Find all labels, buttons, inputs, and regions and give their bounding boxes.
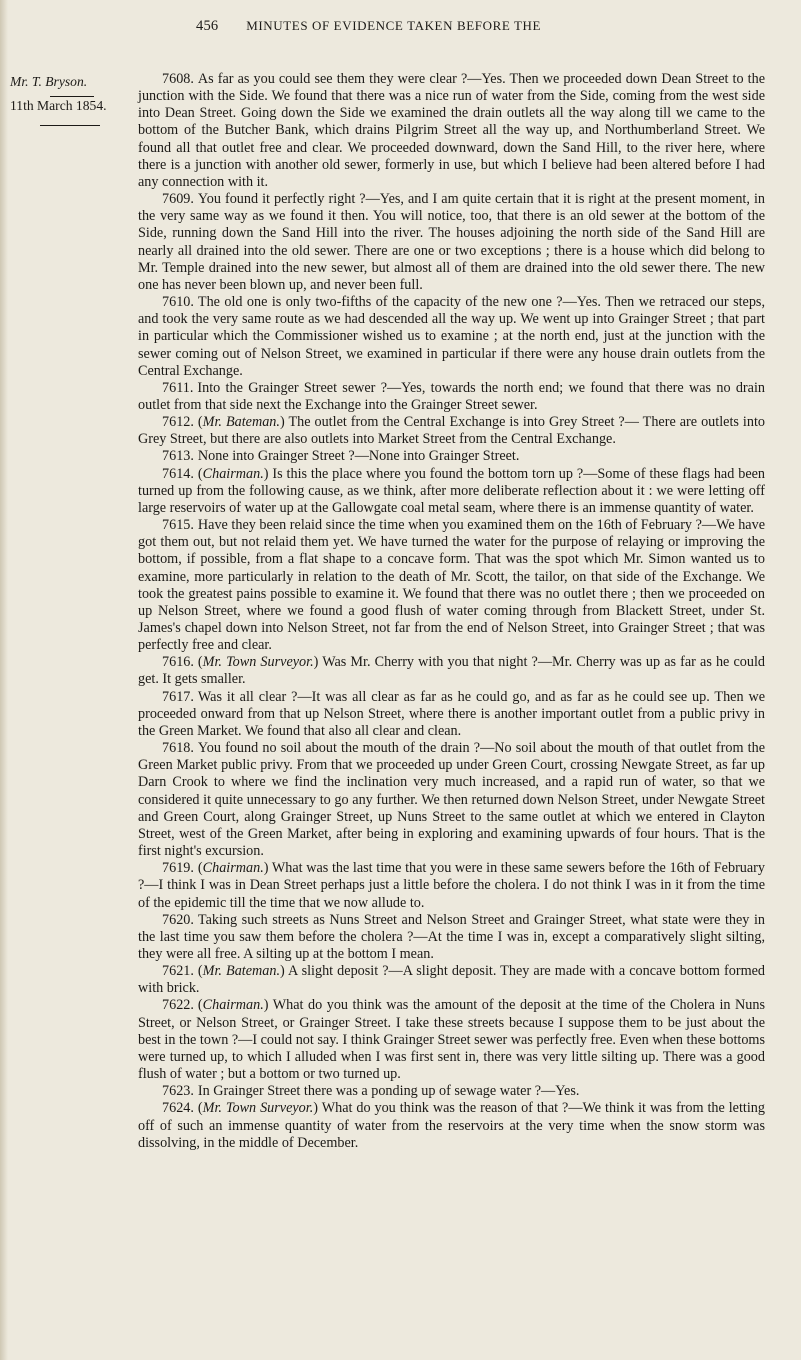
- question-number: 7616.: [162, 654, 194, 671]
- running-title: MINUTES OF EVIDENCE TAKEN BEFORE THE: [246, 18, 542, 33]
- question-paragraph: [138, 414, 765, 448]
- speaker: (Chairman.): [197, 997, 269, 1014]
- speaker: (Mr. Bateman.): [197, 414, 285, 431]
- question-number: 7608.: [162, 71, 194, 87]
- page-header: [196, 18, 756, 35]
- question-paragraph: [138, 294, 765, 380]
- speaker: (Mr. Town Surveyor.): [197, 1100, 319, 1117]
- question-number: 7622.: [162, 997, 194, 1014]
- speaker: (Mr. Bateman.): [197, 963, 285, 980]
- question-text: Was Mr. Cherry with you that night ?—Mr. Cherry was up as far as he could get. It gets smaller.: [138, 654, 765, 688]
- question-text: Have they been relaid since the time when you examined them on the 16th of February ?—We have got them out, but not relaid them yet. We have turned the water for the purpose of relaying or improving the bottom, if possible, from a flat shape to a concave form. That was the spot which Mr. Simon wanted us to examine, more particularly in relation to the death of Mr. Scott, the tailor, on that side of the Exchange. We took the greatest pains possible to examine it. We found that there was no outlet there ; then we proceeded on up Nelson Street, where we found a good flush of water coming through from Blackett Street, under St. James's chapel down into Nelson Street, not far from the end of Nelson Street, into Grainger Street ; that was perfectly free and clear.: [138, 517, 765, 654]
- question-paragraph: [138, 380, 765, 414]
- question-paragraph: [138, 860, 765, 911]
- question-text: You found no soil about the mouth of the drain ?—No soil about the mouth of that outlet from the Green Market public privy. From that we proceeded up under Green Court, crossing Newgate Street, as far up Darn Crook to where we find the inclination very much increased, and a rapid run of water, so that we considered it quite unnecessary to go any further. We then returned down Nelson Street, under Newgate Street and Green Court, along Grainger Street, up Nuns Street to the same outlet at which we entered in Clayton Street, west of the Green Market, after being in exploring and examining upwards of four hours. That is the first night's excursion.: [138, 740, 765, 860]
- question-number: 7609.: [162, 191, 194, 208]
- question-paragraph: [138, 517, 765, 654]
- question-number: 7619.: [162, 860, 194, 877]
- margin-rule-lower: [40, 125, 100, 126]
- hearing-date: 11th March 1854.: [10, 98, 107, 113]
- minutes-body: [138, 71, 765, 1152]
- question-number: 7615.: [162, 517, 194, 534]
- question-text: Into the Grainger Street sewer ?—Yes, towards the north end; we found that there was no drain outlet from that side next the Exchange into the Grainger Street sewer.: [138, 379, 765, 413]
- witness-name: Mr. T. Bryson.: [10, 74, 88, 89]
- question-paragraph: [138, 740, 765, 860]
- question-paragraph: [138, 963, 765, 997]
- question-paragraph: [138, 654, 765, 688]
- question-text: What do you think was the reason of that ?—We think it was from the letting off of such an immense quantity of water from the reservoirs at the very time when the snow storm was dissolving, in the middle of December.: [138, 1100, 765, 1151]
- question-number: 7611.: [162, 379, 194, 396]
- question-text: The old one is only two-fifths of the capacity of the new one ?—Yes. Then we retraced our steps, and took the very same route as we had descended all the way up. We went up into Grainger Street ; that part in particular which the Commissioner wished us to examine ; at the north end, just at the junction with the sewer coming out of Nelson Street, we examined in particular if there were any house drain outlets from the Central Exchange.: [138, 294, 765, 379]
- question-text: As far as you could see them they were clear ?—Yes. Then we proceeded down Dean Street to the junction with the Side. We found that there was a nice run of water from the Side, coming from the west side into Dean Street. Going down the Side we examined the drain outlets all the way along till we came to the bottom of the Butcher Bank, which drains Pilgrim Street all the way up, and Northumberland Street. We found all that outlet free and clear. We proceeded downward, down the Sand Hill, to the river here, where there is a junction with another old sewer, formerly in use, but which I believe had been altered before I had any connection with it.: [138, 71, 765, 190]
- question-number: 7623.: [162, 1083, 194, 1100]
- question-paragraph: [138, 912, 765, 963]
- question-number: 7618.: [162, 740, 194, 757]
- speaker: (Mr. Town Surveyor.): [197, 654, 319, 671]
- question-text: What was the last time that you were in these same sewers before the 16th of February ?—I think I was in Dean Street perhaps just a little before the cholera. I do not think I was in it from the time of the epidemic till the time that we now allude to.: [138, 860, 766, 911]
- question-number: 7610.: [162, 294, 194, 311]
- question-number: 7617.: [162, 688, 194, 705]
- question-paragraph: [138, 1100, 765, 1151]
- question-text: In Grainger Street there was a ponding up of sewage water ?—Yes.: [197, 1083, 580, 1100]
- speaker: (Chairman.): [197, 860, 269, 877]
- question-paragraph: [138, 466, 765, 517]
- question-text: None into Grainger Street ?—None into Grainger Street.: [197, 448, 520, 465]
- question-text: A slight deposit ?—A slight deposit. They are made with a concave bottom formed with brick.: [138, 963, 765, 997]
- question-text: The outlet from the Central Exchange is into Grey Street ?— There are outlets into Grey Street, but there are also outlets into Market Street from the Central Exchange.: [138, 414, 765, 448]
- question-number: 7621.: [162, 963, 194, 980]
- question-number: 7612.: [162, 414, 194, 431]
- margin-notes: [10, 73, 135, 126]
- binding-shadow: [0, 0, 8, 1360]
- question-paragraph: [138, 997, 765, 1083]
- question-paragraph: [138, 1083, 765, 1100]
- question-paragraph: [138, 71, 765, 191]
- question-number: 7620.: [162, 911, 194, 928]
- page-number: 456: [196, 18, 219, 34]
- question-text: Is this the place where you found the bottom torn up ?—Some of these flags had been turned up from the following cause, as we think, after more deliberate reflection about it : we were letting off large reservoirs of water up at the Gallowgate coal metal seam, where there is an immense quantity of water.: [138, 465, 766, 516]
- question-paragraph: [138, 191, 765, 294]
- question-text: You found it perfectly right ?—Yes, and I am quite certain that it is right at the present moment, in the very same way as we found it then. You will notice, too, that there is an old sewer at the bottom of the Side, running down the Sand Hill into the river. The houses adjoining the north side of the Sand Hill are nearly all drained into the old sewer. There are one or two exceptions ; there is a house which did belong to Mr. Temple drained into the new sewer, but almost all of them are drained into the old sewer there. The new one has never been blown up, and never been full.: [138, 191, 765, 293]
- question-text: Was it all clear ?—It was all clear as far as he could go, and as far as he could see up. Then we proceeded onward from that up Nelson Street, where there is another important outlet from a public privy in the Green Market. We found that also all clear and clean.: [138, 688, 765, 739]
- question-paragraph: [138, 689, 765, 740]
- question-number: 7613.: [162, 448, 194, 465]
- question-text: Taking such streets as Nuns Street and Nelson Street and Grainger Street, what state were they in the last time you saw them before the cholera ?—At the time I was in, except a comparatively slight silting, they were all free. A silting up at the bottom I mean.: [138, 911, 765, 962]
- question-number: 7614.: [162, 465, 194, 482]
- question-text: What do you think was the amount of the deposit at the time of the Cholera in Nuns Street, or Nelson Street, or Grainger Street. I take these streets because I suppose them to be just about the best in the town ?—I could not say. I think Grainger Street sewer was perfectly free. Even when these bottoms were turned up, to which I alluded when I was first sent in, there was very little silting up. There was a good flush of water ; but a bottom or two turned up.: [138, 997, 765, 1083]
- question-paragraph: [138, 448, 765, 465]
- question-number: 7624.: [162, 1100, 194, 1117]
- speaker: (Chairman.): [197, 465, 269, 482]
